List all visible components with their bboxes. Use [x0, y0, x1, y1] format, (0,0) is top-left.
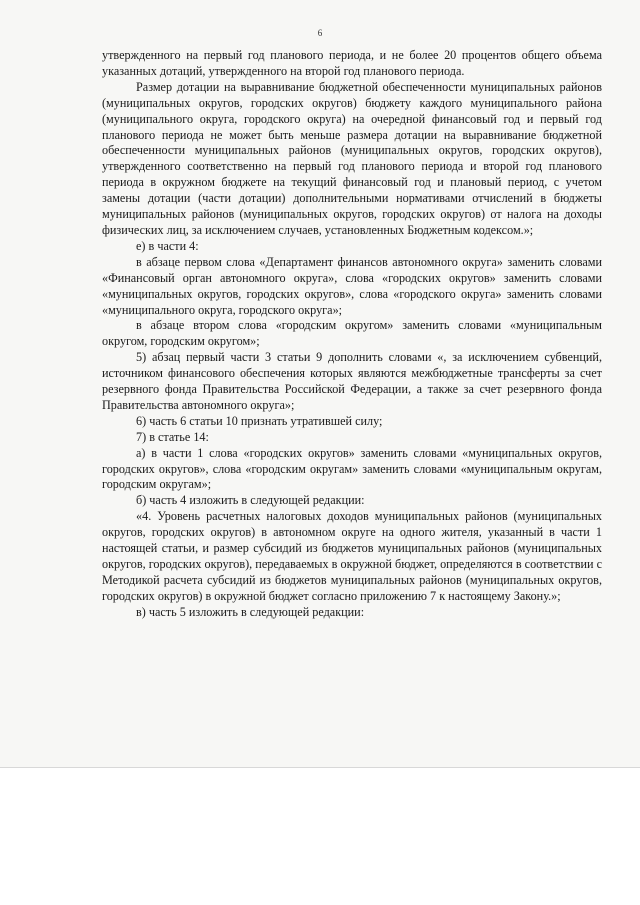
- paragraph: «4. Уровень расчетных налоговых доходов муниципальных районов (муниципальных округов, городских округов) в автономном округе на одного жителя, указанный в части 1 настоящей статьи, и размер субсидий из бюджетов муниципальных районов (муниципальных округов, городских округов), передаваемых в окружной бюджет, определяются в соответствии с Методикой расчета субсидий из бюджетов муниципальных районов (муниципальных округов, городских округов) в окружной бюджет согласно приложению 7 к настоящему Закону.»;: [102, 509, 602, 603]
- paragraph: в абзаце первом слова «Департамент финансов автономного округа» заменить словами «Финансовый орган автономного округа», слова «городских округов» заменить словами «муниципальных округов, городских округов», слова «городского округа» заменить словами «муниципального округа, городского округа»;: [102, 254, 602, 317]
- paragraph: а) в части 1 слова «городских округов» заменить словами «муниципальных округов, городских округов», слова «городским округам» заменить словами «муниципальным округам, городским округам»;: [102, 445, 602, 492]
- paragraph: в абзаце втором слова «городским округом» заменить словами «муниципальным округом, городским округом»;: [102, 318, 602, 349]
- paragraph: 5) абзац первый части 3 статьи 9 дополнить словами «, за исключением субвенций, источником финансового обеспечения которых являются межбюджетные трансферты за счет резервного фонда Правительства Российской Федерации, а также за счет резервного фонда Правительства автономного округа»;: [102, 350, 602, 412]
- paragraph: е) в части 4:: [136, 238, 199, 253]
- paragraph: б) часть 4 изложить в следующей редакции:: [136, 493, 365, 508]
- paragraph: утвержденного на первый год планового периода, и не более 20 процентов общего объема указанных дотаций, утвержденного на второй год планового периода.: [102, 48, 602, 78]
- page-number: 6: [317, 28, 323, 38]
- document-body: [102, 48, 602, 621]
- paragraph: Размер дотации на выравнивание бюджетной обеспеченности муниципальных районов (муниципальных округов, городских округов) бюджету каждого муниципального района (муниципального округа, городского округа) на очередной финансовый год и первый год планового периода не может быть меньше размера дотации на выравнивание бюджетной обеспеченности муниципальных районов (муниципальных округов, городских округов), утвержденного соответственно на первый год планового периода и второй год планового периода в окружном бюджете на текущий финансовый год и плановый период, с учетом замены дотации (части дотации) дополнительными нормативами отчислений в бюджеты муниципальных районов (муниципальных округов, городских округов) от налога на доходы физических лиц, за исключением случаев, установленных Бюджетным кодексом.»;: [102, 79, 602, 237]
- paragraph: в) часть 5 изложить в следующей редакции:: [136, 604, 365, 619]
- paragraph: 6) часть 6 статьи 10 признать утратившей силу;: [136, 413, 383, 428]
- paragraph: 7) в статье 14:: [136, 429, 209, 444]
